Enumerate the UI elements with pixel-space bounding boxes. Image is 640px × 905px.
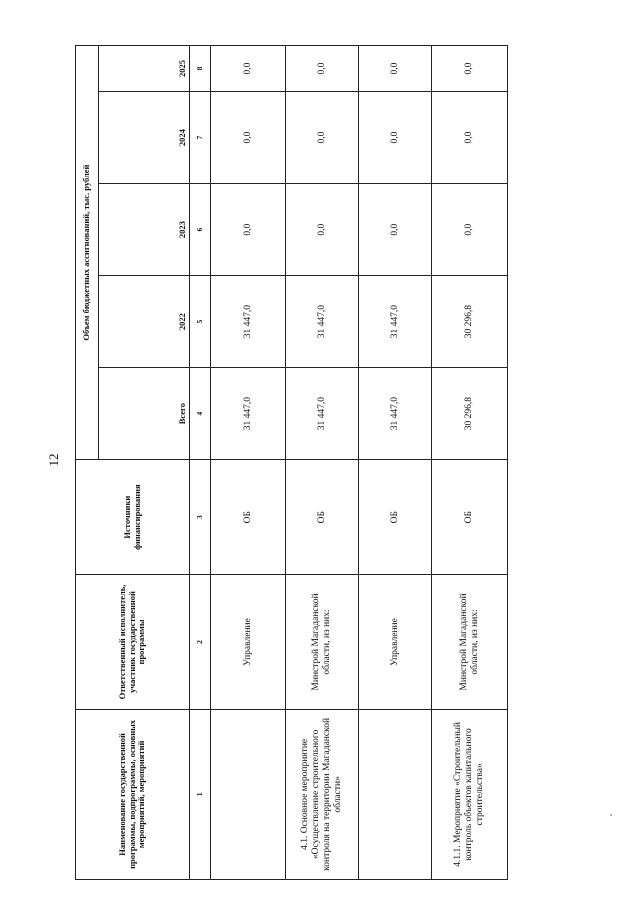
page-number: 12 (46, 453, 61, 467)
header-2022: 2022 (99, 276, 190, 368)
column-number-row (190, 46, 211, 880)
table-row (211, 46, 286, 880)
header-2023: 2023 (99, 184, 190, 276)
column-number: 8 (190, 46, 211, 92)
row-executor: Минстрой Магаданской области, из них: (432, 575, 508, 710)
row-executor: Управление (359, 575, 432, 710)
row-2024: 0,0 (432, 92, 508, 184)
column-number: 1 (190, 709, 211, 879)
row-2023: 0,0 (286, 184, 359, 276)
row-name: 4.1.1. Мероприятие «Строительный контроль объектов капитального строительства» (432, 709, 508, 879)
row-total: 31 447,0 (211, 368, 286, 460)
row-source: ОБ (359, 460, 432, 575)
row-2023: 0,0 (211, 184, 286, 276)
row-2022: 31 447,0 (359, 276, 432, 368)
scan-speck (610, 814, 612, 816)
row-2022: 31 447,0 (211, 276, 286, 368)
header-row-1 (76, 46, 99, 880)
column-number: 5 (190, 276, 211, 368)
column-number: 3 (190, 460, 211, 575)
row-name (359, 709, 432, 879)
row-2024: 0,0 (286, 92, 359, 184)
row-2024: 0,0 (211, 92, 286, 184)
row-total: 31 447,0 (286, 368, 359, 460)
row-executor: Минстрой Магаданской области, из них: (286, 575, 359, 710)
row-2025: 0,0 (359, 46, 432, 92)
row-2025: 0,0 (432, 46, 508, 92)
table-row (359, 46, 432, 880)
column-number: 6 (190, 184, 211, 276)
header-total: Всего (99, 368, 190, 460)
row-source: ОБ (211, 460, 286, 575)
header-budget-group: Объем бюджетных ассигнований, тыс. рублей (76, 46, 99, 460)
row-2023: 0,0 (432, 184, 508, 276)
row-2025: 0,0 (211, 46, 286, 92)
row-2025: 0,0 (286, 46, 359, 92)
column-number: 7 (190, 92, 211, 184)
row-name (211, 709, 286, 879)
row-2023: 0,0 (359, 184, 432, 276)
row-source: ОБ (286, 460, 359, 575)
row-name: 4.1. Основное мероприятие «Осуществление строительного контроля на территории Магаданской области» (286, 709, 359, 879)
column-number: 2 (190, 575, 211, 710)
header-executor: Ответственный исполнитель, участник государственной программы (76, 575, 190, 710)
header-2025: 2025 (99, 46, 190, 92)
row-2022: 31 447,0 (286, 276, 359, 368)
budget-table-rotated (75, 45, 485, 880)
budget-table (75, 45, 508, 880)
table-row (432, 46, 508, 880)
row-total: 30 296,8 (432, 368, 508, 460)
header-name: Наименование государственной программы, подпрограммы, основных мероприятий, мероприятий (76, 709, 190, 879)
row-source: ОБ (432, 460, 508, 575)
row-executor: Управление (211, 575, 286, 710)
table-row (286, 46, 359, 880)
header-2024: 2024 (99, 92, 190, 184)
row-2024: 0,0 (359, 92, 432, 184)
row-total: 31 447,0 (359, 368, 432, 460)
column-number: 4 (190, 368, 211, 460)
row-2022: 30 296,8 (432, 276, 508, 368)
header-source: Источники финансирования (76, 460, 190, 575)
